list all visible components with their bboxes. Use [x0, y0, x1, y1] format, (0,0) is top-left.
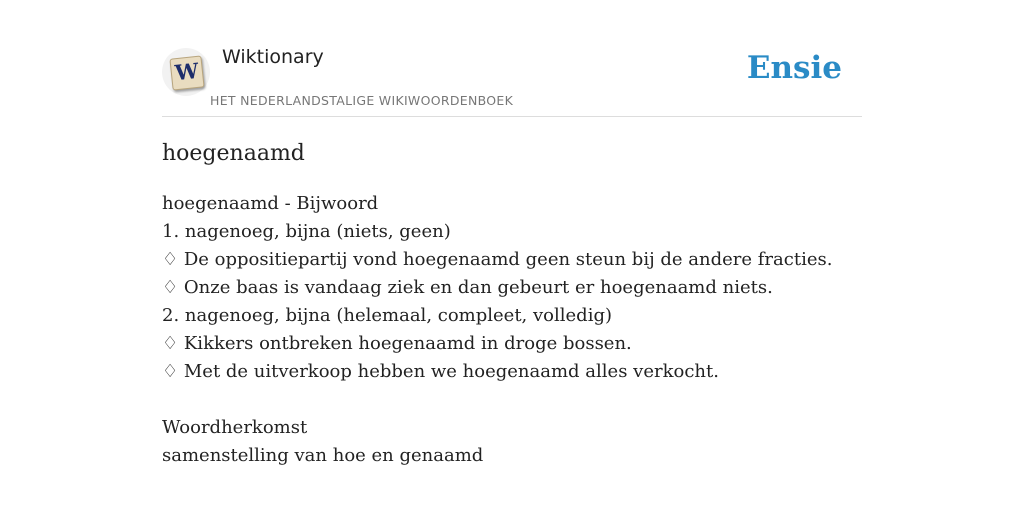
etymology-heading: Woordherkomst — [162, 417, 308, 438]
site-tagline: HET NEDERLANDSTALIGE WIKIWOORDENBOEK — [210, 93, 514, 108]
logo-letter: W — [173, 57, 200, 86]
example-line: ♢ Onze baas is vandaag ziek en dan gebeurt er hoegenaamd niets. — [162, 277, 773, 298]
example-line: ♢ Met de uitverkoop hebben we hoegenaamd alles verkocht. — [162, 361, 719, 382]
example-line: ♢ De oppositiepartij vond hoegenaamd geen steun bij de andere fracties. — [162, 249, 833, 270]
logo-tile — [169, 55, 204, 90]
ensie-brand-logo[interactable]: Ensie — [746, 50, 842, 86]
entry-headline: hoegenaamd - Bijwoord — [162, 193, 379, 214]
definition-line: 1. nagenoeg, bijna (niets, geen) — [162, 221, 451, 242]
example-line: ♢ Kikkers ontbreken hoegenaamd in droge bossen. — [162, 333, 632, 354]
entry-content — [162, 138, 882, 470]
wiktionary-logo-icon[interactable] — [162, 48, 210, 96]
page-title: hoegenaamd — [162, 141, 305, 166]
etymology-text: samenstelling van hoe en genaamd — [162, 445, 484, 466]
site-name[interactable]: Wiktionary — [222, 46, 324, 68]
section-spacer — [162, 386, 882, 414]
site-header — [162, 40, 862, 117]
definition-line: 2. nagenoeg, bijna (helemaal, compleet, volledig) — [162, 305, 612, 326]
